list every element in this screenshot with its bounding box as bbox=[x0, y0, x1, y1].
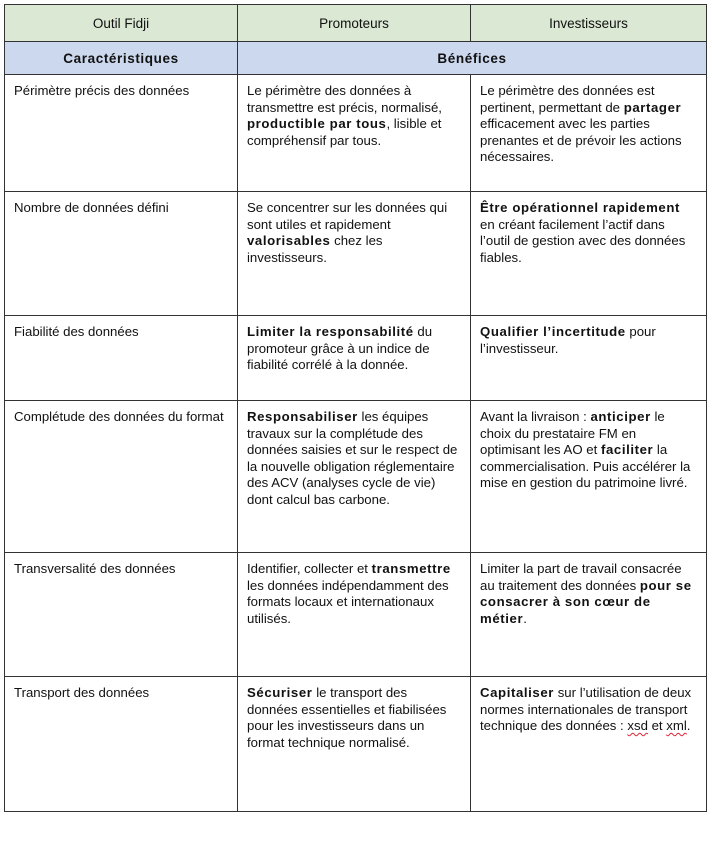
emphasis-text: Qualifier l’incertitude bbox=[480, 324, 626, 339]
body-text: chez les investisseurs. bbox=[247, 233, 383, 265]
feature-cell: Nombre de données défini bbox=[14, 200, 169, 215]
table-row bbox=[5, 316, 707, 401]
promoteurs-cell bbox=[238, 677, 470, 757]
body-text: la commercialisation. Puis accélérer la mise en gestion du patrimoine livré. bbox=[480, 442, 691, 490]
promoteurs-cell bbox=[238, 401, 470, 514]
body-text: Avant la livraison : bbox=[480, 409, 591, 424]
table-row bbox=[5, 192, 707, 316]
emphasis-text: anticiper bbox=[590, 409, 651, 424]
subheader-caracteristiques: Caractéristiques bbox=[5, 42, 238, 75]
benefits-table bbox=[4, 4, 707, 812]
promoteurs-cell bbox=[238, 75, 470, 155]
feature-cell: Complétude des données du format bbox=[14, 409, 224, 424]
investisseurs-cell bbox=[471, 401, 706, 498]
body-text: les équipes travaux sur la complétude des données saisies et sur le respect de la nouvelle obligation réglementaire des ACV (analyses cycle de vie) dont calcul bas carbone. bbox=[247, 409, 458, 507]
header-outil-fidji: Outil Fidji bbox=[5, 5, 238, 42]
promoteurs-cell bbox=[238, 192, 470, 272]
emphasis-text: Limiter la responsabilité bbox=[247, 324, 414, 339]
investisseurs-cell bbox=[471, 316, 706, 363]
body-text: sur l’utilisation de deux normes internationales de transport technique des données : bbox=[480, 685, 692, 733]
body-text: pour l’investisseur. bbox=[480, 324, 656, 356]
promoteurs-cell bbox=[238, 316, 470, 380]
body-text: Se concentrer sur les données qui sont utiles et rapidement bbox=[247, 200, 448, 232]
investisseurs-cell bbox=[471, 75, 706, 172]
subheader-benefices: Bénéfices bbox=[238, 42, 707, 75]
body-text: , lisible et compréhensif par tous. bbox=[247, 116, 442, 148]
body-text: le transport des données essentielles et fiabilisées pour les investisseurs dans un format technique normalisé. bbox=[247, 685, 447, 750]
table-row bbox=[5, 677, 707, 812]
feature-cell: Transversalité des données bbox=[14, 561, 176, 576]
feature-cell: Fiabilité des données bbox=[14, 324, 139, 339]
investisseurs-cell bbox=[471, 192, 706, 272]
emphasis-text: productible par tous bbox=[247, 116, 387, 131]
body-text: les données indépendamment des formats locaux et internationaux utilisés. bbox=[247, 577, 449, 626]
feature-cell: Transport des données bbox=[14, 685, 150, 700]
emphasis-text: faciliter bbox=[600, 442, 654, 457]
emphasis-text: Responsabiliser bbox=[247, 409, 358, 424]
table-row bbox=[5, 401, 707, 553]
body-text: . bbox=[523, 610, 527, 626]
feature-cell: Périmètre précis des données bbox=[14, 83, 190, 98]
body-text: Limiter la part de travail consacrée au traitement des données bbox=[480, 561, 682, 593]
body-text: du promoteur grâce à un indice de fiabilité corrélé à la donnée. bbox=[247, 324, 433, 372]
header-investisseurs: Investisseurs bbox=[471, 5, 707, 42]
emphasis-text: partager bbox=[623, 99, 682, 115]
emphasis-text: Être opérationnel rapidement bbox=[480, 200, 680, 215]
table-row bbox=[5, 75, 707, 192]
body-text: le choix du prestataire FM en optimisant les AO et bbox=[480, 409, 665, 457]
body-text: Identifier, collecter et bbox=[247, 561, 372, 576]
header-promoteurs: Promoteurs bbox=[238, 5, 471, 42]
emphasis-text: Sécuriser bbox=[247, 685, 313, 700]
emphasis-text: Capitaliser bbox=[480, 685, 555, 700]
body-text: efficacement avec les parties prenantes et de prévoir les actions nécessaires. bbox=[480, 116, 682, 164]
emphasis-text: transmettre bbox=[371, 561, 451, 576]
body-text: Le périmètre des données à transmettre est précis, normalisé, bbox=[247, 83, 442, 115]
emphasis-text: pour se consacrer à son cœur de métier bbox=[480, 577, 692, 626]
body-text: et bbox=[647, 718, 667, 733]
spellcheck-text: xml bbox=[666, 718, 687, 733]
spellcheck-text: xsd bbox=[627, 718, 648, 733]
body-text: Le périmètre des données est pertinent, permettant de bbox=[480, 83, 655, 115]
table-header-row bbox=[5, 5, 707, 42]
body-text: en créant facilement l’actif dans l’outil de gestion avec des données fiables. bbox=[480, 216, 686, 265]
body-text: . bbox=[686, 718, 691, 733]
table-row bbox=[5, 553, 707, 677]
investisseurs-cell bbox=[471, 553, 706, 633]
promoteurs-cell bbox=[238, 553, 470, 633]
table-subheader-row bbox=[5, 42, 707, 75]
investisseurs-cell bbox=[471, 677, 706, 741]
emphasis-text: valorisables bbox=[247, 233, 331, 248]
